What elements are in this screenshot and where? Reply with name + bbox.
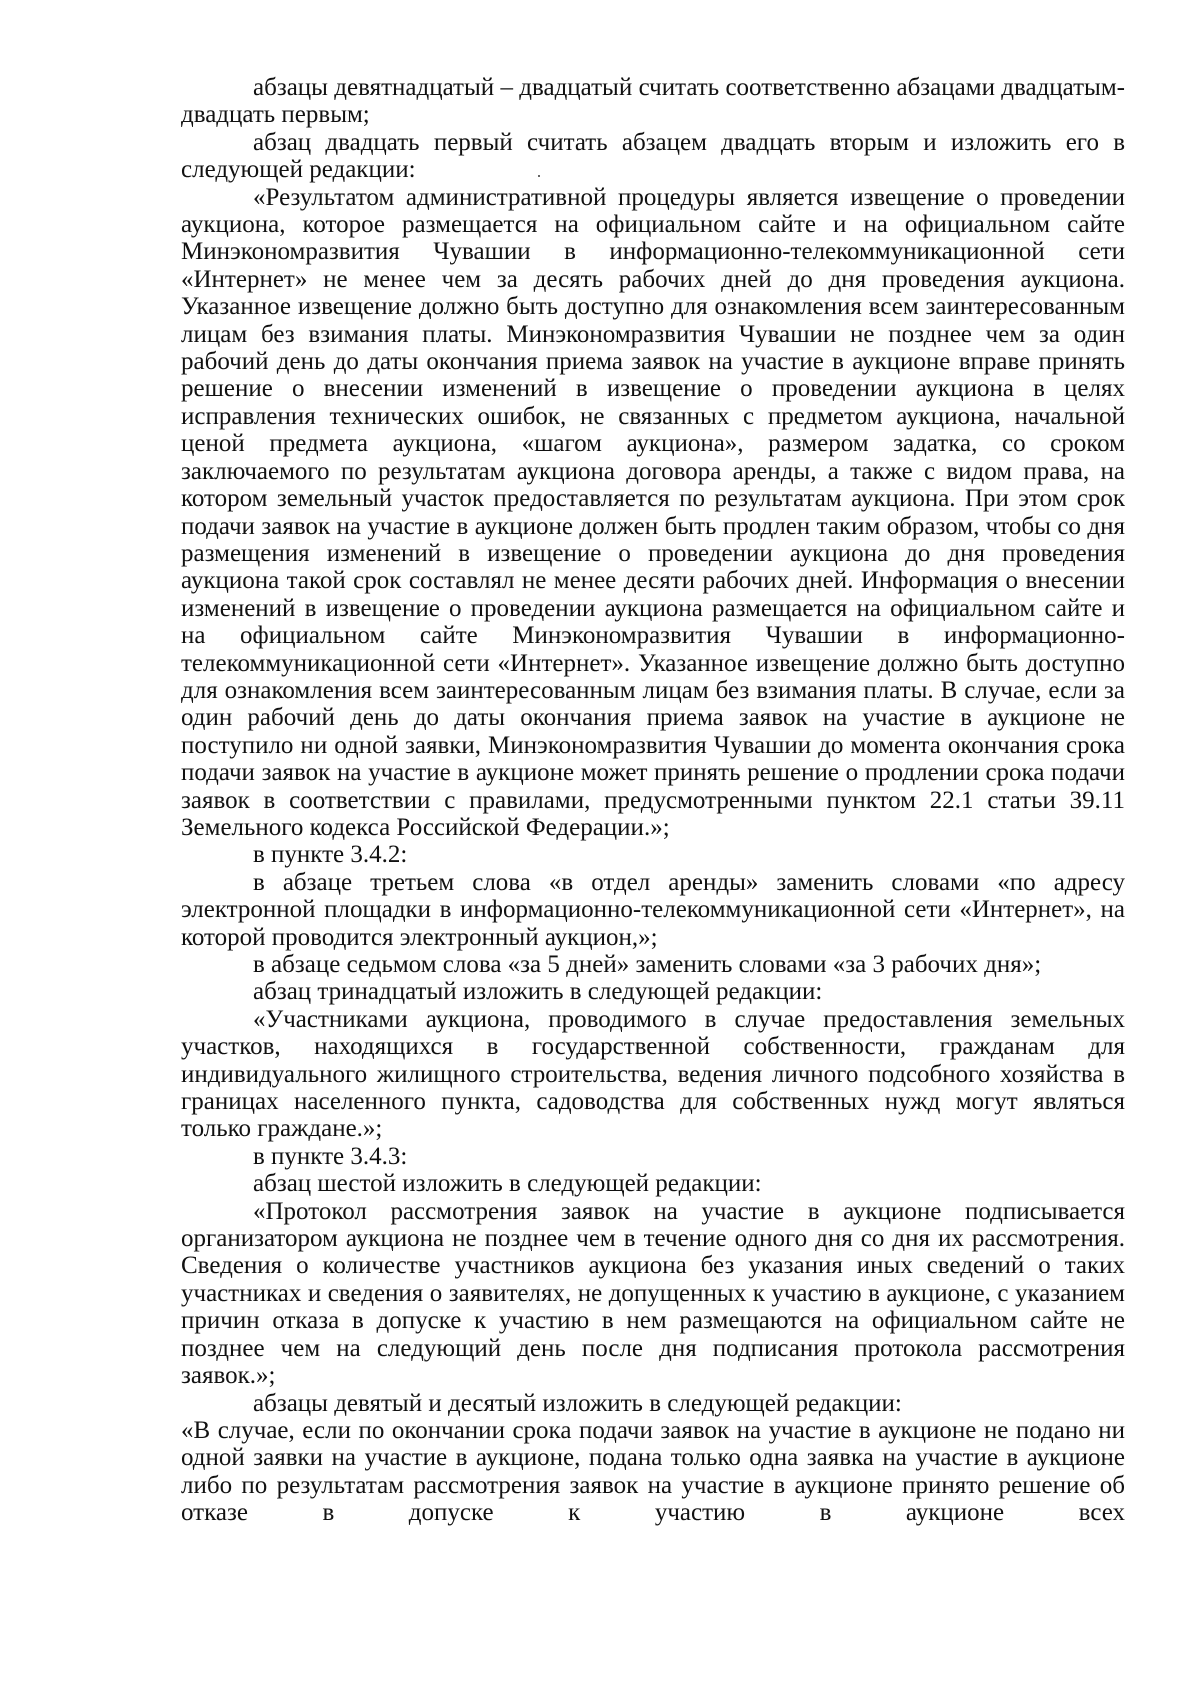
paragraph-renumbering: абзацы девятнадцатый – двадцатый считать соответственно абзацами двадцатым- двадцать первым; — [181, 74, 1125, 129]
paragraph-seventh-amendment: в абзаце седьмом слова «за 5 дней» заменить словами «за 3 рабочих дня»; — [253, 951, 1042, 978]
paragraph-ninth-tenth-intro: абзацы девятый и десятый изложить в следующей редакции: — [253, 1389, 902, 1417]
document-body — [181, 74, 1125, 1527]
paragraph-protocol: «Протокол рассмотрения заявок на участие в аукционе подписывается организатором аукциона не позднее чем в течение одного дня со дня их рассмотрения. Сведения о количестве участников аукциона без указания иных сведений о таких участниках и сведения о заявителях, не допущенных к участию в аукционе, с указанием причин отказа в допуске к участию в нем размещаются на официальном сайте не позднее чем на следующий день после дня подписания протокола рассмотрения заявок.»; — [181, 1197, 1125, 1390]
paragraph-auction-notice: «Результатом административной процедуры является извещение о проведении аукциона, которое размещается на официальном сайте и на официальном сайте Минэкономразвития Чувашии в информационно-телекоммуникационной сети «Интернет» не менее чем за десять рабочих дней до дня проведения аукциона. Указанное извещение должно быть доступно для ознакомления всем заинтересованным лицам без взимания платы. Минэкономразвития Чувашии не позднее чем за один рабочий день до даты окончания приема заявок на участие в аукционе вправе принять решение о внесении изменений в извещение о проведении аукциона в целях исправления технических ошибок, не связанных с предметом аукциона, начальной ценой предмета аукциона, «шагом аукциона», размером задатка, со сроком заключаемого по результатам аукциона договора аренды, а также с видом права, на котором земельный участок предоставляется по результатам аукциона. При этом срок подачи заявок на участие в аукционе должен быть продлен таким образом, чтобы со дня размещения изменений в извещение о проведении аукциона до дня проведения аукциона такой срок составлял не менее десяти рабочих дней. Информация о внесении изменений в извещение о проведении аукциона размещается на официальном сайте и на официальном сайте Минэкономразвития Чувашии в информационно-телекоммуникационной сети «Интернет». Указанное извещение должно быть доступно для ознакомления всем заинтересованным лицам без взимания платы. В случае, если за один рабочий день до даты окончания приема заявок на участие в аукционе не поступило ни одной заявки, Минэкономразвития Чувашии до момента окончания срока подачи заявок на участие в аукционе может принять решение о продлении срока подачи заявок в соответствии с правилами, предусмотренными пунктом 22.1 статьи 39.11 Земельного кодекса Российской Федерации.»; — [181, 183, 1125, 841]
paragraph-item-3-4-3: в пункте 3.4.3: — [253, 1142, 408, 1170]
paragraph-participants: «Участниками аукциона, проводимого в случае предоставления земельных участков, находящихся в государственной собственности, гражданам для индивидуального жилищного строительства, ведения личного подсобного хозяйства в границах населенного пункта, садоводства для собственных нужд могут являться только граждане.»; — [181, 1005, 1125, 1143]
paragraph-twenty-first: абзац двадцать первый считать абзацем двадцать вторым и изложить его в следующей редакции: — [181, 128, 1125, 184]
paragraph-sixth-intro: абзац шестой изложить в следующей редакции: — [253, 1170, 762, 1198]
paragraph-item-3-4-2: в пункте 3.4.2: — [253, 841, 408, 869]
paragraph-third-amendment: в абзаце третьем слова «в отдел аренды» заменить словами «по адресу электронной площадки в информационно-телекоммуникационной сети «Интернет», на которой проводится электронный аукцион,»; — [181, 868, 1125, 951]
paragraph-no-applications: «В случае, если по окончании срока подачи заявок на участие в аукционе не подано ни одной заявки на участие в аукционе, подана только одна заявка на участие в аукционе либо по результатам рассмотрения заявок на участие в аукционе принято решение об отказе в допуске к участию в аукционе всех — [181, 1416, 1125, 1527]
paragraph-thirteenth-intro: абзац тринадцатый изложить в следующей редакции: — [253, 978, 823, 1006]
